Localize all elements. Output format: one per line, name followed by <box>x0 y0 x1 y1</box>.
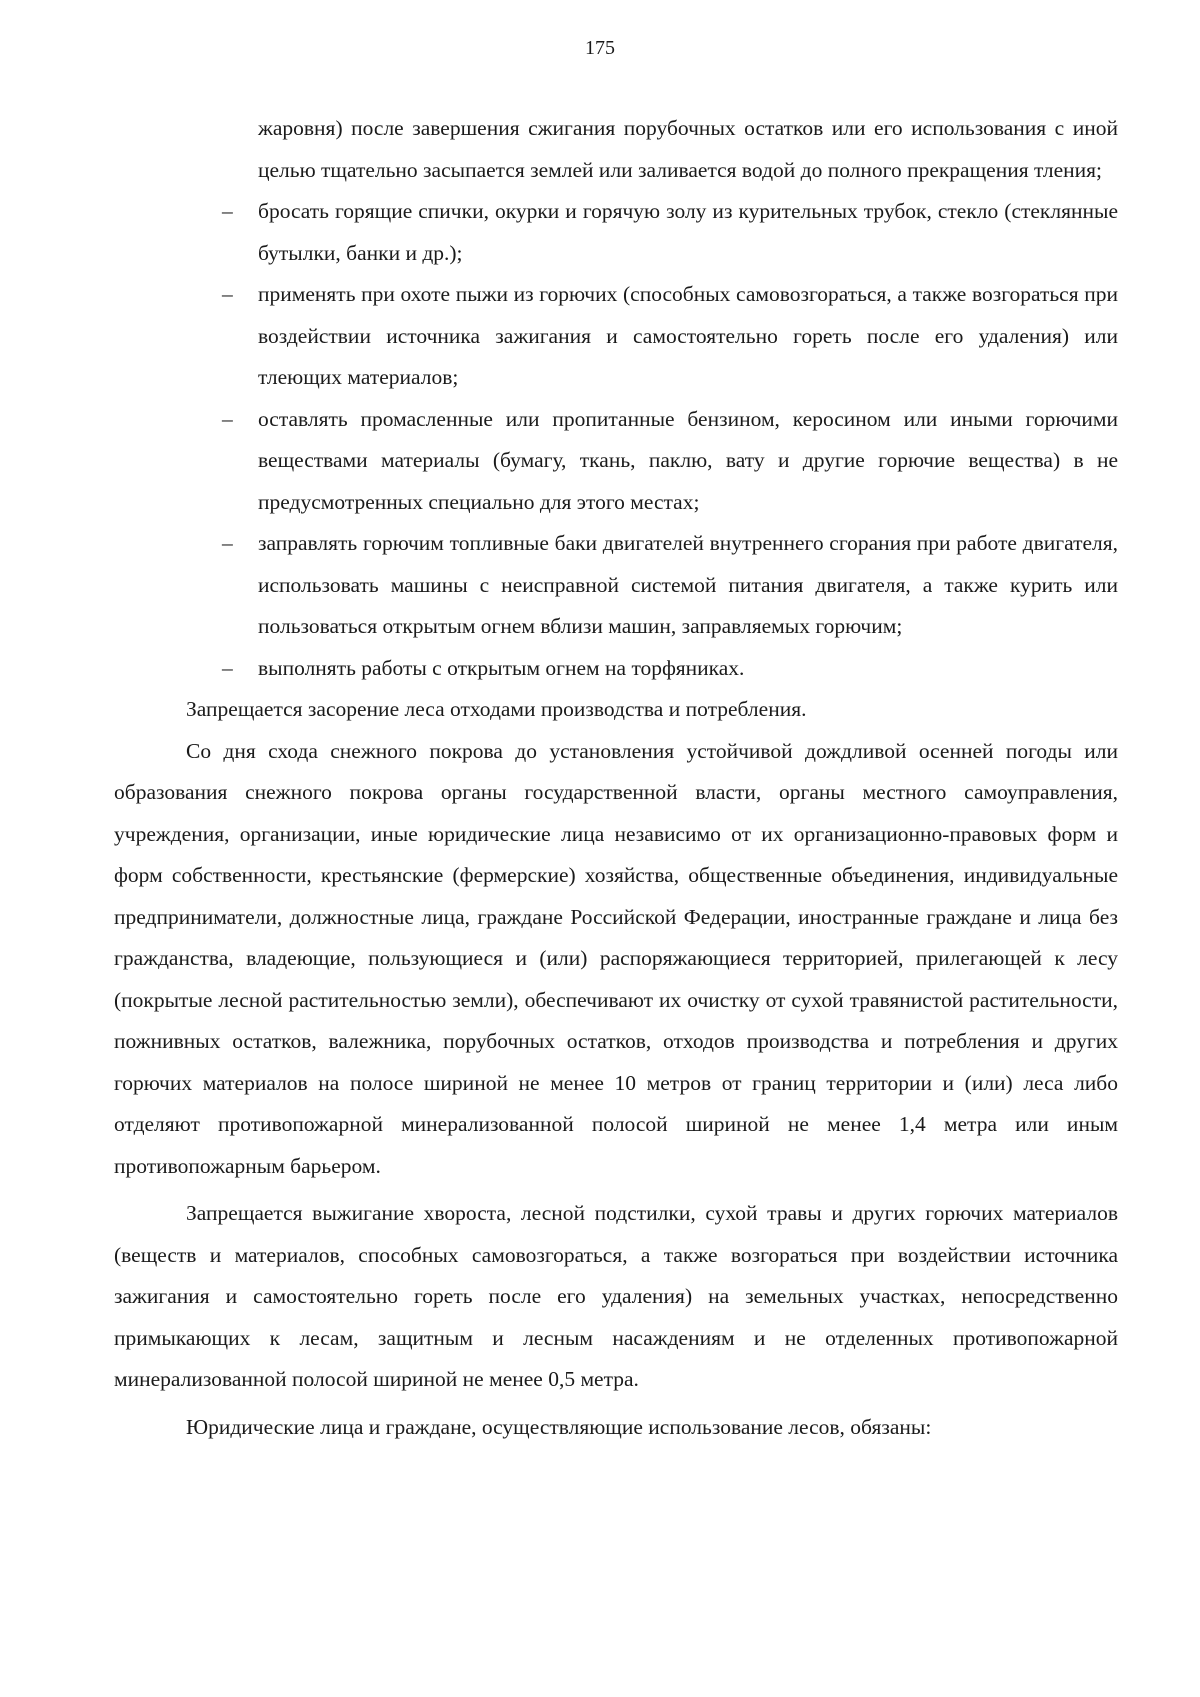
list-item <box>114 523 1118 648</box>
list-item-text: выполнять работы с открытым огнем на торфяниках. <box>258 655 745 680</box>
prohibition-list <box>114 191 1118 689</box>
page-number: 175 <box>585 37 615 59</box>
paragraph: Запрещается выжигание хвороста, лесной подстилки, сухой травы и других горючих материалов (веществ и материалов, способных самовозгораться, а также возгораться при воздействии источника зажигания и самостоятельно гореть после его удаления) на земельных участках, непосредственно примыкающих к лесам, защитным и лесным насаждениям и не отделенных противопожарной минерализованной полосой шириной не менее 0,5 метра. <box>114 1201 1118 1391</box>
paragraph: Запрещается засорение леса отходами производства и потребления. <box>186 697 807 721</box>
list-item-text: применять при охоте пыжи из горючих (способных самовозгораться, а также возгораться при воздействии источника зажигания и самостоятельно гореть после его удаления) или тлеющих материалов; <box>258 282 1118 389</box>
list-item-text: заправлять горючим топливные баки двигателей внутреннего сгорания при работе двигателя, использовать машины с неисправной системой питания двигателя, а также курить или пользоваться открытым огнем вблизи машин, заправляемых горючим; <box>258 531 1118 638</box>
list-item <box>114 399 1118 524</box>
paragraph: Юридические лица и граждане, осуществляющие использование лесов, обязаны: <box>186 1414 932 1439</box>
page-body <box>114 108 1118 1448</box>
bullet-dash: – <box>222 282 233 306</box>
bullet-dash: – <box>222 655 233 680</box>
bullet-dash: – <box>222 199 233 223</box>
list-item <box>114 274 1118 399</box>
list-item <box>114 648 1118 690</box>
list-item-text: оставлять промасленные или пропитанные бензином, керосином или иными горючими веществами материалы (бумагу, ткань, паклю, вату и другие горючие вещества) в не предусмотренных специально для этого местах; <box>258 406 1118 514</box>
list-item <box>114 191 1118 274</box>
bullet-dash: – <box>222 406 233 431</box>
list-item-text: бросать горящие спички, окурки и горячую золу из курительных трубок, стекло (стеклянные бутылки, банки и др.); <box>258 199 1118 265</box>
paragraph: Со дня схода снежного покрова до установления устойчивой дождливой осенней погоды или образования снежного покрова органы государственной власти, органы местного самоуправления, учреждения, организации, иные юридические лица независимо от их организационно-правовых форм и форм собственности, крестьянские (фермерские) хозяйства, общественные объединения, индивидуальные предприниматели, должностные лица, граждане Российской Федерации, иностранные граждане и лица без гражданства, владеющие, пользующиеся и (или) распоряжающиеся территорией, прилегающей к лесу (покрытые лесной растительностью земли), обеспечивают их очистку от сухой травянистой растительности, пожнивных остатков, валежника, порубочных остатков, отходов производства и потребления и других горючих материалов на полосе шириной не менее 10 метров от границ территории и (или) леса либо отделяют противопожарной минерализованной полосой шириной не менее 1,4 метра или иным противопожарным барьером. <box>114 738 1118 1178</box>
continuation-text: жаровня) после завершения сжигания порубочных остатков или его использования с иной целью тщательно засыпается землей или заливается водой до полного прекращения тления; <box>258 116 1118 182</box>
bullet-dash: – <box>222 531 233 555</box>
